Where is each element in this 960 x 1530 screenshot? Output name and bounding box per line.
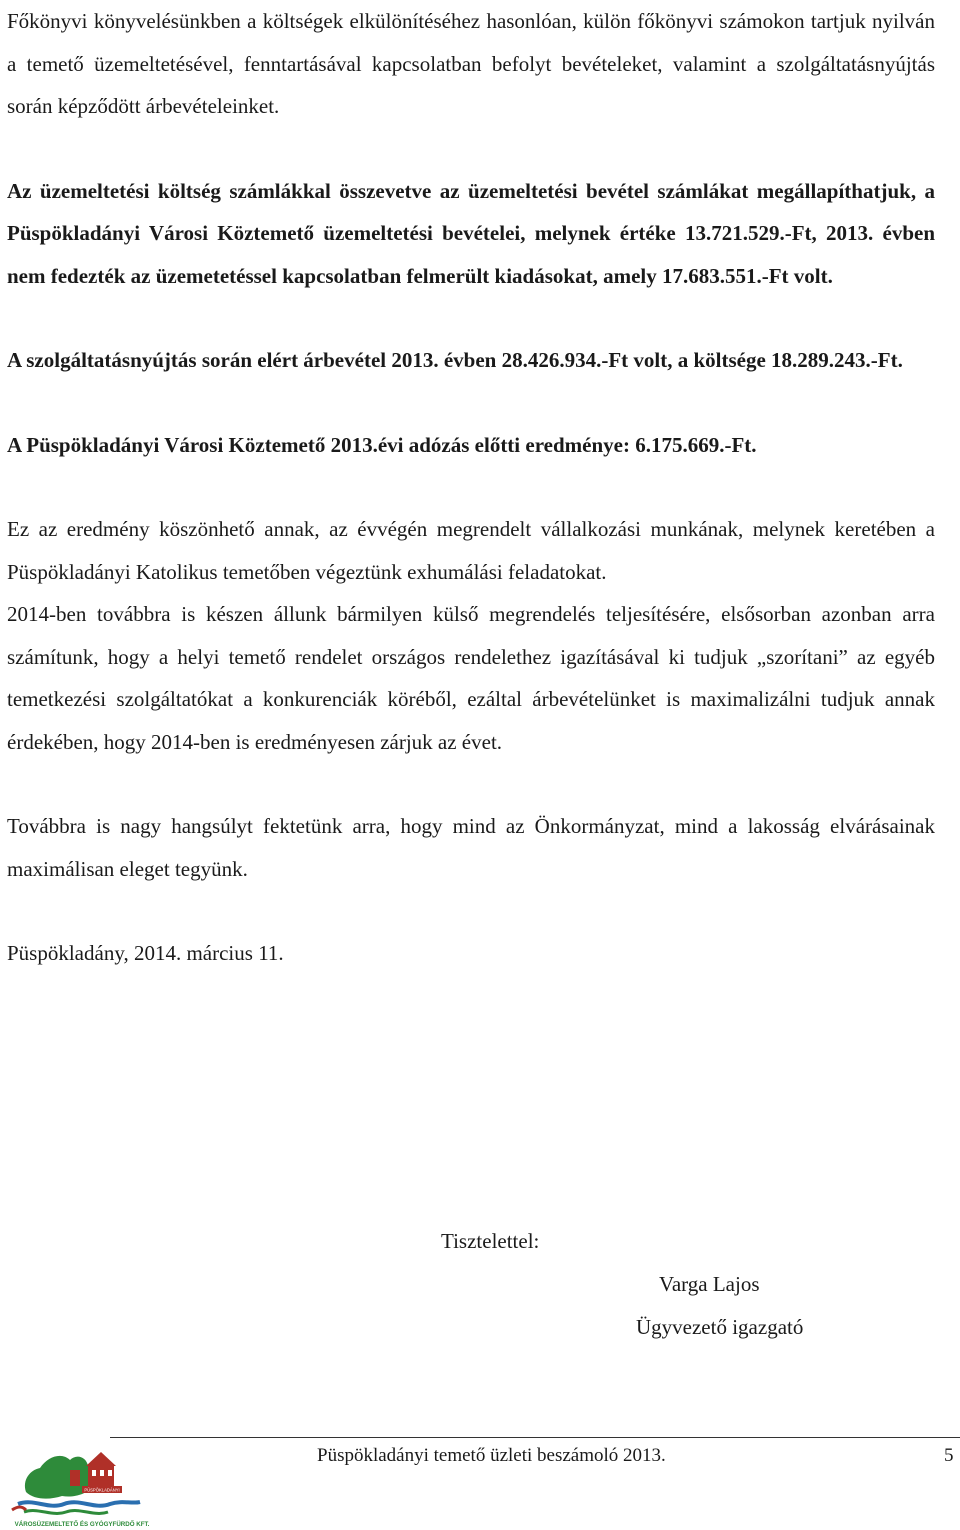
paragraph-operating-revenue: Az üzemeltetési költség számlákkal összevetve az üzemeltetési bevétel számlákat megállapíthatjuk, a Püspökladányi Városi Köztemető üzemeltetési bevételei, melynek értéke 13.721.529.-Ft, 2013. évben nem fedezték az üzemetetéssel kapcsolatban felmerült kiadásokat, amely 17.683.551.-Ft volt. <box>7 178 935 288</box>
spacer <box>7 128 935 170</box>
logo-wave <box>24 1511 108 1514</box>
paragraph-service-revenue: A szolgáltatásnyújtás során elért árbevétel 2013. évben 28.426.934.-Ft volt, a költsége 18.289.243.-Ft. <box>7 348 903 372</box>
logo-wave <box>18 1502 140 1506</box>
signature-role: Ügyvezető igazgató <box>636 1315 804 1339</box>
paragraph-ledger: Főkönyvi könyvelésünkben a költségek elkülönítéséhez hasonlóan, külön főkönyvi számokon tartjuk nyilván a temető üzemeltetésével, fenntartásával kapcsolatban befolyt bevételeket, valamint a szolgáltatásnyújtás során képződött árbevételeinket. <box>7 9 935 118</box>
footer-title: Püspökladányi temető üzleti beszámoló 2013. <box>317 1445 666 1466</box>
logo-company-text: VÁROSÜZEMELTETŐ ÉS GYÓGYFÜRDŐ KFT. <box>14 1521 150 1528</box>
logo-tower <box>70 1470 80 1486</box>
paragraph-expectations: Továbbra is nagy hangsúlyt fektetünk arra, hogy mind az Önkormányzat, mind a lakosság elvárásainak maximálisan eleget tegyünk. <box>7 814 935 881</box>
spacer <box>7 466 935 508</box>
footer-page-number: 5 <box>944 1445 954 1466</box>
place-date: Püspökladány, 2014. március 11. <box>7 941 284 965</box>
spacer <box>7 763 935 805</box>
paragraph-result-reason: Ez az eredmény köszönhető annak, az évvégén megrendelt vállalkozási munkának, melynek keretében a Püspökladányi Katolikus temetőben végeztünk exhumálási feladatokat. <box>7 517 935 584</box>
paragraph-pretax-result: A Püspökladányi Városi Köztemető 2013.évi adózás előtti eredménye: 6.175.669.-Ft. <box>7 432 757 457</box>
footer-divider <box>110 1437 960 1438</box>
logo-banner-text: PÜSPÖKLADÁNYI <box>84 1487 120 1493</box>
spacer <box>7 890 935 932</box>
paragraph-2014-plans: 2014-ben továbbra is készen állunk bármilyen külső megrendelés teljesítésére, elsősorban azonban arra számítunk, hogy a helyi temető rendelet országos rendelethez igazításával ki tudjuk „szorítani” az egyéb temetkezési szolgáltatókat a konkurenciák köréből, ezáltal árbevételünket is maximalizálni tudjuk annak érdekében, hogy 2014-ben is eredményesen zárjuk az évet. <box>7 602 935 754</box>
logo-wave <box>12 1507 26 1510</box>
signature-greeting: Tisztelettel: <box>441 1229 540 1253</box>
document-page <box>7 0 935 975</box>
logo-roof <box>86 1452 116 1466</box>
signature-name: Varga Lajos <box>659 1272 760 1296</box>
company-logo <box>4 1440 164 1530</box>
spacer <box>7 297 935 339</box>
spacer <box>7 382 935 424</box>
